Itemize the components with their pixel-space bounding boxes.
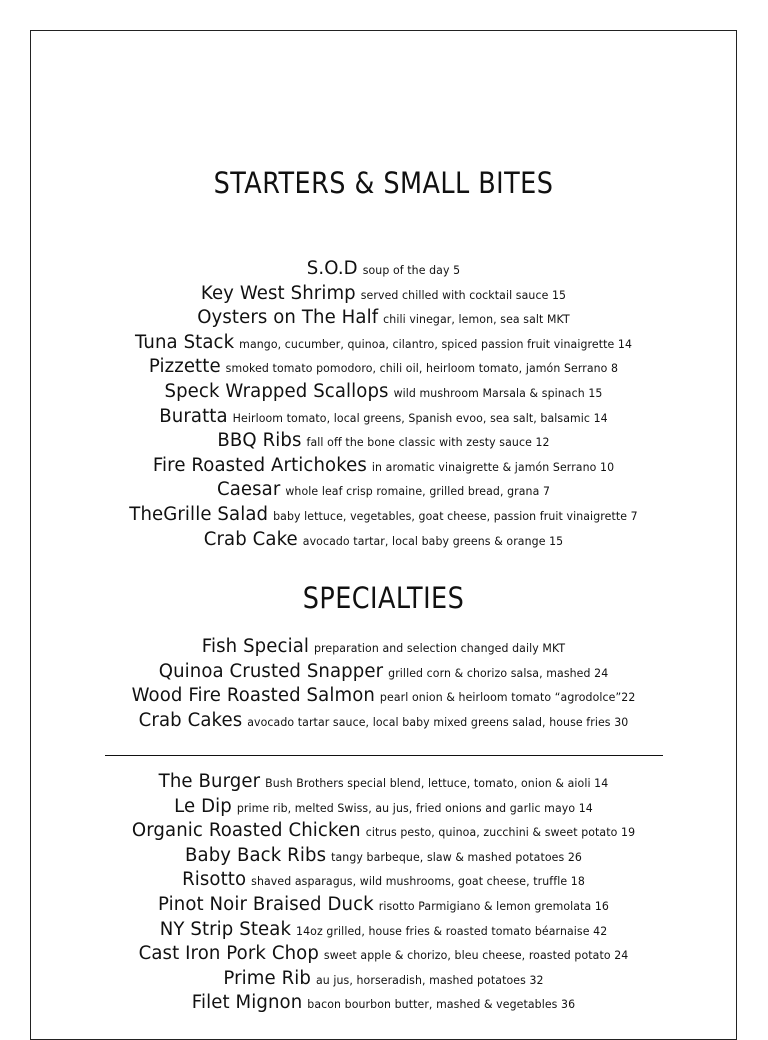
section-divider: [105, 755, 663, 756]
starters-list: [31, 257, 736, 552]
menu-item-description: risotto Parmigiano & lemon gremolata 16: [378, 899, 609, 913]
menu-item-name: Pizzette: [148, 356, 221, 378]
menu-item-name: Crab Cakes: [138, 709, 243, 731]
menu-item-description: grilled corn & chorizo salsa, mashed 24: [388, 666, 609, 680]
menu-item: [39, 503, 729, 528]
menu-item: [39, 918, 729, 943]
menu-item: [39, 454, 729, 479]
mains-list: [31, 770, 736, 1016]
menu-item: [39, 795, 729, 820]
menu-item-name: Le Dip: [174, 795, 232, 817]
menu-item: [39, 635, 729, 660]
menu-item-description: baby lettuce, vegetables, goat cheese, passion fruit vinaigrette 7: [273, 509, 638, 523]
menu-item: [39, 868, 729, 893]
menu-item-name: Wood Fire Roasted Salmon: [131, 685, 375, 707]
menu-item-name: Quinoa Crusted Snapper: [158, 660, 384, 682]
menu-item-description: shaved asparagus, wild mushrooms, goat cheese, truffle 18: [251, 875, 585, 889]
menu-item-description: in aromatic vinaigrette & jamón Serrano 10: [371, 460, 615, 474]
menu-item-description: soup of the day 5: [362, 264, 461, 277]
menu-item: [39, 380, 729, 405]
menu-item: [39, 942, 729, 967]
menu-item: [39, 660, 729, 685]
menu-item: [39, 282, 729, 307]
menu-item-description: fall off the bone classic with zesty sauce 12: [306, 436, 550, 450]
menu-item-name: TheGrille Salad: [129, 503, 269, 525]
starters-heading: STARTERS & SMALL BITES: [213, 166, 554, 200]
menu-item-description: citrus pesto, quinoa, zucchini & sweet potato 19: [365, 826, 636, 840]
menu-item-name: Caesar: [216, 479, 281, 501]
menu-item-name: Cast Iron Pork Chop: [138, 943, 319, 965]
menu-item-name: Tuna Stack: [134, 331, 235, 353]
menu-item: [39, 405, 729, 430]
menu-item: [39, 306, 729, 331]
menu-item-name: Organic Roasted Chicken: [131, 820, 361, 842]
menu-item-name: Fish Special: [201, 636, 310, 657]
menu-item-description: pearl onion & heirloom tomato “agrodolce”22: [379, 691, 636, 705]
menu-item-description: smoked tomato pomodoro, chili oil, heirloom tomato, jamón Serrano 8: [225, 362, 619, 376]
menu-item-name: Speck Wrapped Scallops: [164, 380, 389, 402]
menu-item: [39, 257, 729, 282]
menu-item-description: Bush Brothers special blend, lettuce, tomato, onion & aioli 14: [265, 777, 609, 790]
menu-item-name: Pinot Noir Braised Duck: [157, 893, 374, 915]
menu-item-name: Baby Back Ribs: [185, 844, 327, 866]
menu-item-name: Crab Cake: [203, 528, 298, 550]
menu-item-name: Prime Rib: [223, 967, 311, 989]
menu-item: [39, 709, 729, 734]
specialties-heading: SPECIALTIES: [302, 581, 465, 615]
menu-page: [30, 30, 737, 1040]
menu-item-description: tangy barbeque, slaw & mashed potatoes 26: [331, 850, 582, 864]
menu-item: [39, 478, 729, 503]
menu-item-description: preparation and selection changed daily MKT: [314, 642, 566, 655]
menu-item-name: Fire Roasted Artichokes: [152, 454, 367, 476]
menu-item-description: sweet apple & chorizo, bleu cheese, roasted potato 24: [323, 949, 629, 963]
menu-item-name: BBQ Ribs: [217, 430, 302, 452]
menu-item: [39, 528, 729, 553]
menu-item: [39, 355, 729, 380]
menu-item-description: wild mushroom Marsala & spinach 15: [393, 386, 603, 400]
specialties-list: [31, 635, 736, 733]
menu-item: [39, 684, 729, 709]
menu-item-description: whole leaf crisp romaine, grilled bread, grana 7: [285, 485, 551, 499]
menu-item-description: mango, cucumber, quinoa, cilantro, spiced passion fruit vinaigrette 14: [239, 337, 633, 351]
menu-item-description: Heirloom tomato, local greens, Spanish evoo, sea salt, balsamic 14: [232, 411, 608, 425]
menu-item-description: avocado tartar, local baby greens & orange 15: [302, 534, 564, 548]
menu-item-name: S.O.D: [306, 258, 358, 279]
menu-item-name: Buratta: [159, 405, 228, 427]
menu-item-description: au jus, horseradish, mashed potatoes 32: [315, 973, 544, 987]
menu-item-description: bacon bourbon butter, mashed & vegetables 36: [307, 998, 576, 1012]
menu-item: [39, 429, 729, 454]
menu-item-description: 14oz grilled, house fries & roasted tomato béarnaise 42: [296, 924, 608, 938]
menu-item-name: Oysters on The Half: [197, 307, 379, 329]
menu-item-name: The Burger: [158, 771, 261, 792]
menu-item: [39, 770, 729, 795]
menu-item-description: prime rib, melted Swiss, au jus, fried onions and garlic mayo 14: [236, 801, 593, 815]
menu-item: [39, 893, 729, 918]
menu-item: [39, 967, 729, 992]
menu-item-name: Risotto: [182, 869, 247, 891]
menu-item-description: chili vinegar, lemon, sea salt MKT: [383, 313, 570, 327]
menu-item: [39, 331, 729, 356]
menu-item-name: Key West Shrimp: [200, 282, 356, 304]
menu-item-name: NY Strip Steak: [159, 918, 292, 940]
menu-item: [39, 844, 729, 869]
menu-item-description: avocado tartar sauce, local baby mixed greens salad, house fries 30: [247, 715, 629, 729]
menu-item: [39, 991, 729, 1016]
menu-item-name: Filet Mignon: [191, 992, 303, 1014]
menu-item: [39, 819, 729, 844]
menu-item-description: served chilled with cocktail sauce 15: [360, 288, 567, 302]
